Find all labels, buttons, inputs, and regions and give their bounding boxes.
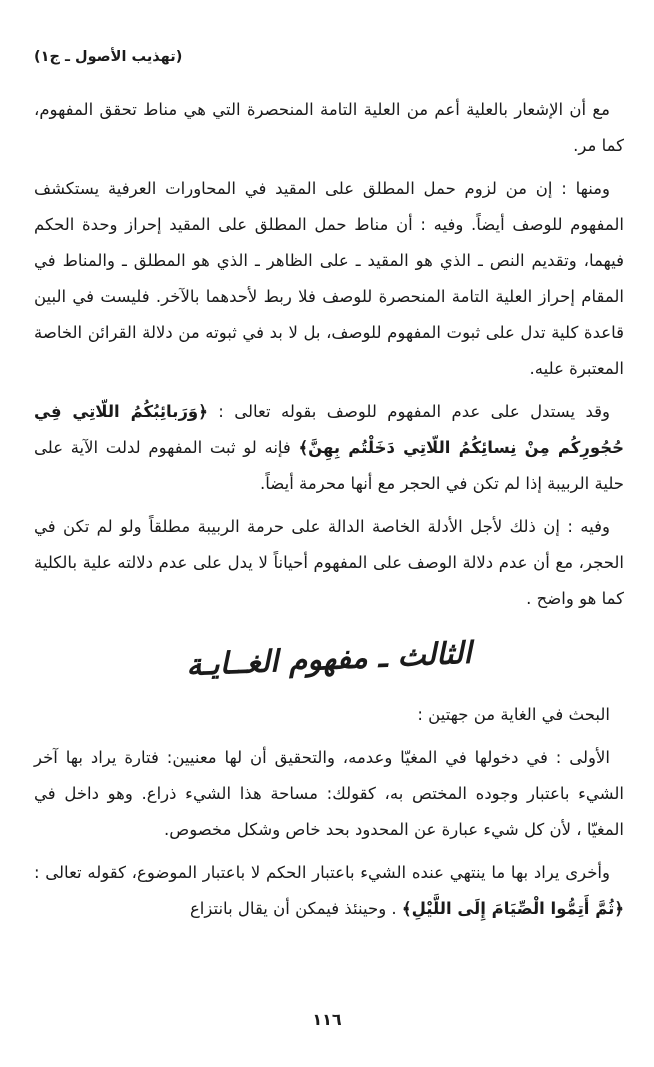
- paragraph: [34, 92, 624, 164]
- text-run: . وحينئذ فيمكن أن يقال بانتزاع: [189, 899, 402, 918]
- quran-verse: ﴿ثُمَّ أَتِمُّوا الْصِّيَامَ إِلَى اللَّيْلِ﴾: [401, 899, 624, 918]
- text-run: الأولى : في دخولها في المغيّا وعدمه، والتحقيق أن لها معنيين: فتارة يراد بها آخر الشيء باعتبار وجوده المختص به، كقولك: مساحة هذا الشيء ذراع. وهو داخل في المغيّا ، لأن كل شيء عبارة عن المحدود بحد خاص وشكل مخصوص.: [34, 748, 624, 839]
- text-run: البحث في الغاية من جهتين :: [417, 705, 610, 724]
- section-heading: [33, 618, 625, 702]
- running-header: (تهذيب الأصول ـ ج١): [34, 49, 183, 65]
- text-run: وفيه : إن ذلك لأجل الأدلة الخاصة الدالة على حرمة الربيبة مطلقاً ولو لم تكن في الحجر، مع أن عدم دلالة الوصف على المفهوم أحياناً لا يدل على عدم دلالته علية بالكلية كما هو واضح .: [34, 517, 624, 608]
- text-run: ومنها : إن من لزوم حمل المطلق على المقيد في المحاورات العرفية يستكشف المفهوم للوصف أيضاً. وفيه : أن مناط حمل المطلق على المقيد إحراز وحدة الحكم فيهما، وتقديم النص ـ الذي هو المقيد ـ على الظاهر ـ الذي هو المطلق ـ والمناط في المقام إحراز العلية التامة المنحصرة للوصف فلا ربط لأحدهما بالآخر. فليست في البين قاعدة كلية تدل على ثبوت المفهوم للوصف، بل لا بد في ثبوته من دلالة القرائن الخاصة المعتبرة عليه.: [34, 179, 624, 378]
- paragraph: [34, 171, 624, 387]
- text-run: الثالث ـ مفهوم الغــايـة: [185, 635, 473, 684]
- paragraph: [34, 855, 624, 927]
- paragraph: [34, 509, 624, 617]
- text-run: وقد يستدل على عدم المفهوم للوصف بقوله تعالى :: [207, 402, 610, 421]
- page-body: [34, 92, 624, 927]
- paragraph: [34, 740, 624, 848]
- text-run: فإنه لو ثبت المفهوم لدلت الآية على حلية الربيبة إذا لم تكن في الحجر مع أنها محرمة أيضاً.: [34, 438, 624, 493]
- paragraph: [34, 697, 624, 733]
- paragraph: [34, 394, 624, 502]
- text-run: مع أن الإشعار بالعلية أعم من العلية التامة المنحصرة التي هي مناط تحقق المفهوم، كما مر.: [34, 100, 624, 155]
- quran-verse: ﴿وَرَبائِبُكُمُ اللّاتِي فِي حُجُورِكُم مِنْ نِسائِكُمُ اللّاتِي دَخَلْتُم بِهِنَّ﴾: [34, 402, 625, 457]
- page-number: ١١٦: [312, 1010, 342, 1029]
- text-run: وأخرى يراد بها ما ينتهي عنده الشيء باعتبار الحكم لا باعتبار الموضوع، كقوله تعالى :: [34, 863, 610, 882]
